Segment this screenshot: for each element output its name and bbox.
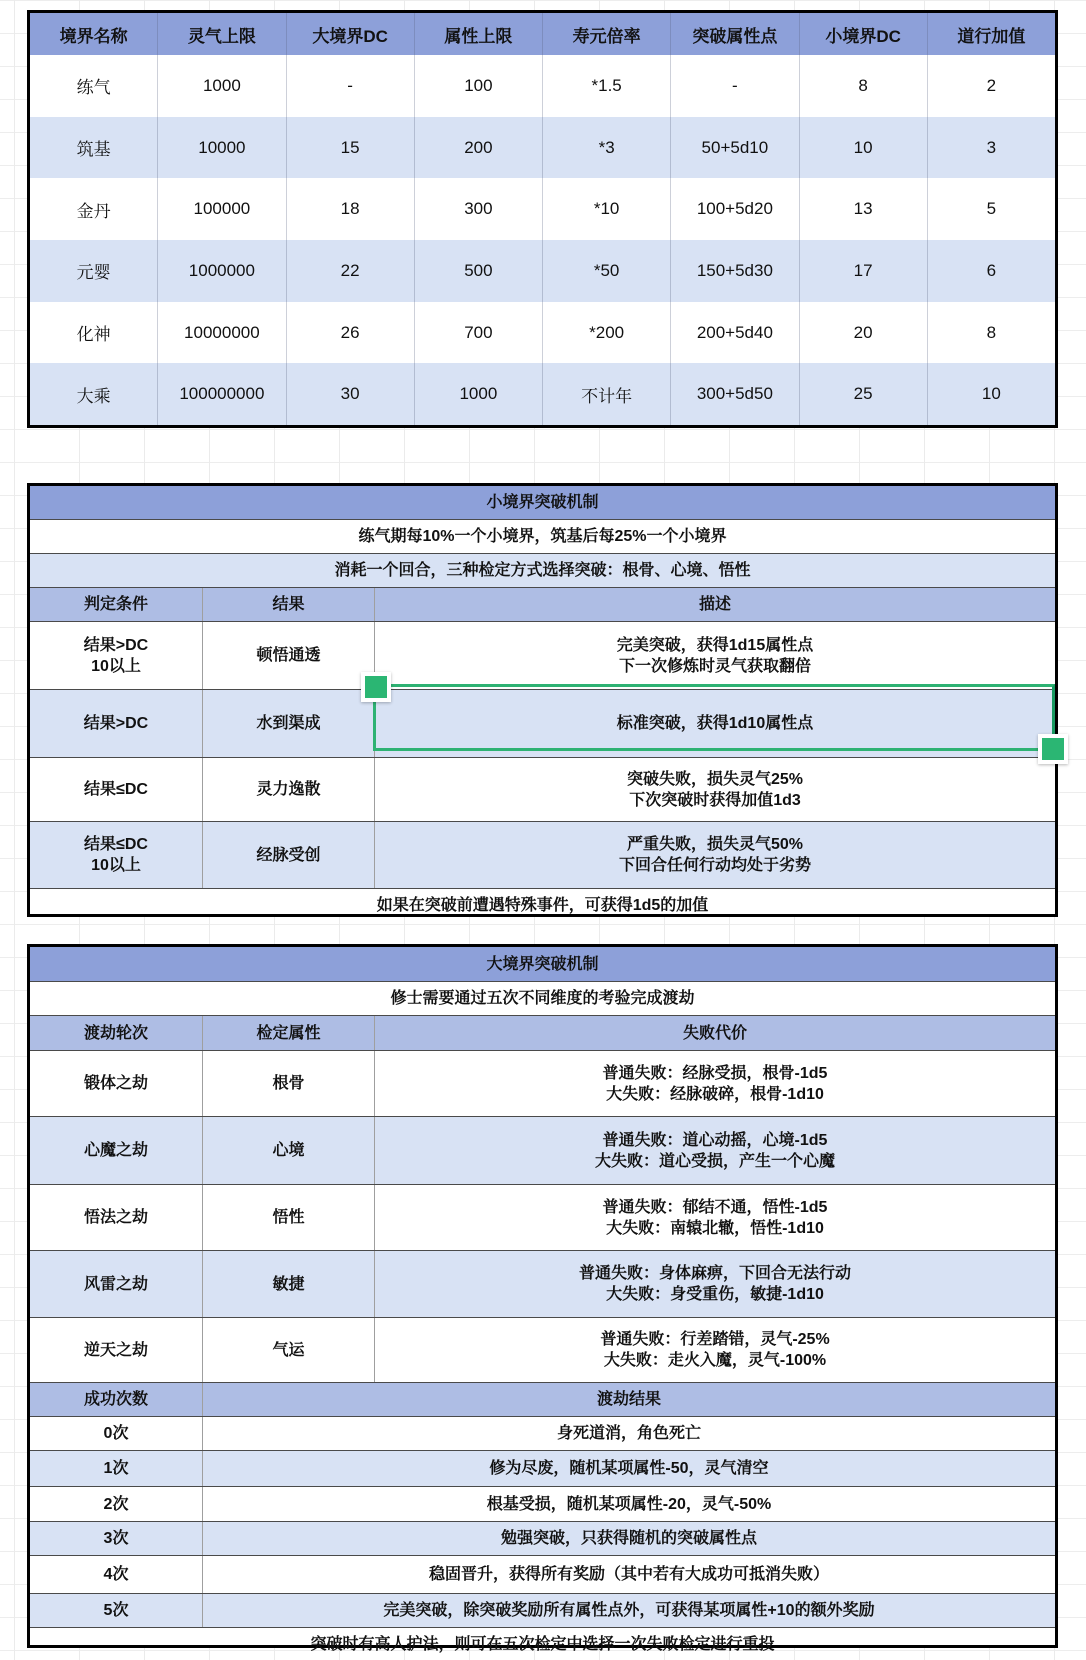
condition-line: 10以上 bbox=[91, 857, 141, 874]
realm-row bbox=[30, 178, 1055, 240]
condition-line: 结果≤DC bbox=[84, 836, 148, 853]
realm-table bbox=[27, 10, 1058, 428]
realm-cell[interactable]: 17 bbox=[799, 240, 927, 302]
realm-cell[interactable]: 25 bbox=[799, 363, 927, 425]
success-count-cell[interactable]: 1次 bbox=[103, 1460, 129, 1477]
judge-header-cell[interactable]: 判定条件 bbox=[83, 596, 148, 613]
trial-cost-cell[interactable] bbox=[374, 1185, 1055, 1250]
realm-cell[interactable]: 1000000 bbox=[157, 240, 285, 302]
realm-row bbox=[30, 55, 1055, 117]
trial-attr-cell[interactable]: 悟性 bbox=[202, 1185, 374, 1250]
realm-cell[interactable]: 1000 bbox=[157, 55, 285, 117]
realm-cell[interactable]: 化神 bbox=[76, 325, 111, 345]
major-note[interactable]: 修士需要通过五次不同维度的考验完成渡劫 bbox=[390, 990, 695, 1007]
realm-row bbox=[30, 363, 1055, 425]
trial-attr-cell[interactable]: 心境 bbox=[202, 1117, 374, 1184]
realm-cell[interactable]: 6 bbox=[927, 240, 1055, 302]
realm-cell[interactable]: 300+5d50 bbox=[670, 363, 798, 425]
realm-cell[interactable]: 500 bbox=[414, 240, 542, 302]
realm-header-cell[interactable]: 灵气上限 bbox=[157, 13, 285, 55]
minor-footer[interactable]: 如果在突破前遭遇特殊事件，可获得1d5的加值 bbox=[376, 897, 709, 914]
realm-cell[interactable]: 元婴 bbox=[76, 263, 111, 283]
condition-line: 10以上 bbox=[91, 657, 141, 675]
major-breakthrough-table bbox=[27, 944, 1058, 1653]
cost-line: 普通失败：道心动摇，心境-1d5 bbox=[602, 1131, 828, 1149]
trial-cost-cell[interactable] bbox=[374, 1318, 1055, 1382]
realm-cell[interactable]: 100 bbox=[414, 55, 542, 117]
trial-round-cell[interactable]: 悟法之劫 bbox=[83, 1209, 148, 1226]
success-header-cell[interactable]: 成功次数 bbox=[83, 1391, 148, 1408]
minor-note-row bbox=[30, 519, 1055, 553]
result-cell[interactable]: 顿悟通透 bbox=[202, 622, 374, 689]
success-count-cell[interactable]: 2次 bbox=[103, 1495, 129, 1513]
trial-header-row bbox=[30, 1015, 1055, 1050]
desc-line: 下回合任何行动均处于劣势 bbox=[618, 857, 811, 874]
major-footer-row bbox=[30, 1627, 1055, 1660]
realm-cell[interactable]: 筑基 bbox=[76, 140, 111, 159]
desc-line: 标准突破，获得1d10属性点 bbox=[616, 715, 814, 732]
trial-header-cell[interactable]: 失败代价 bbox=[374, 1016, 1055, 1050]
result-cell[interactable]: 经脉受创 bbox=[202, 822, 374, 888]
realm-cell[interactable]: 10000 bbox=[157, 117, 285, 179]
trial-header-cell[interactable]: 检定属性 bbox=[202, 1016, 374, 1050]
trial-row bbox=[30, 1250, 1055, 1317]
success-result-cell[interactable]: 修为尽废，随机某项属性-50，灵气清空 bbox=[202, 1451, 1055, 1486]
realm-cell[interactable]: 30 bbox=[286, 363, 414, 425]
condition-line: 结果≤DC bbox=[84, 781, 148, 798]
desc-line: 突破失败，损失灵气25% bbox=[626, 770, 804, 788]
trial-round-cell[interactable]: 逆天之劫 bbox=[83, 1341, 148, 1359]
realm-cell[interactable]: 5 bbox=[927, 178, 1055, 240]
trial-header-cell[interactable]: 渡劫轮次 bbox=[83, 1024, 148, 1042]
desc-line: 下次突破时获得加值1d3 bbox=[629, 791, 801, 809]
realm-header-cell[interactable]: 大境界DC bbox=[286, 13, 414, 55]
realm-cell[interactable]: 8 bbox=[927, 302, 1055, 364]
major-title-row bbox=[30, 947, 1055, 981]
desc-cell[interactable] bbox=[374, 822, 1055, 888]
minor-row bbox=[30, 821, 1055, 888]
minor-footer-row bbox=[30, 888, 1055, 922]
desc-line: 完美突破，获得1d15属性点 bbox=[616, 636, 814, 654]
minor-judge-header-row bbox=[30, 587, 1055, 621]
realm-cell[interactable]: 8 bbox=[799, 55, 927, 117]
realm-cell[interactable]: 10000000 bbox=[157, 302, 285, 364]
cost-line: 普通失败：经脉受损，根骨-1d5 bbox=[602, 1064, 828, 1082]
success-result-cell[interactable]: 稳固晋升，获得所有奖励（其中若有大成功可抵消失败） bbox=[202, 1556, 1055, 1593]
trial-round-cell[interactable]: 风雷之劫 bbox=[83, 1275, 148, 1293]
realm-cell[interactable]: 1000 bbox=[414, 363, 542, 425]
realm-cell[interactable]: 10 bbox=[927, 363, 1055, 425]
realm-header-cell[interactable]: 突破属性点 bbox=[670, 13, 798, 55]
selection-handle-bottom-right[interactable] bbox=[1038, 734, 1068, 764]
realm-cell[interactable]: 3 bbox=[927, 117, 1055, 179]
minor-breakthrough-table bbox=[27, 483, 1058, 917]
cost-line: 大失败：南辕北辙，悟性-1d10 bbox=[606, 1219, 824, 1237]
realm-cell[interactable]: 150+5d30 bbox=[670, 240, 798, 302]
success-count-cell[interactable]: 5次 bbox=[103, 1602, 129, 1619]
success-row bbox=[30, 1555, 1055, 1593]
minor-title-row bbox=[30, 486, 1055, 519]
realm-cell[interactable]: *3 bbox=[542, 117, 670, 179]
realm-cell[interactable]: 100000 bbox=[157, 178, 285, 240]
desc-cell[interactable] bbox=[374, 758, 1055, 821]
realm-header-cell[interactable]: 小境界DC bbox=[799, 13, 927, 55]
cost-line: 大失败：走火入魔，灵气-100% bbox=[603, 1352, 827, 1369]
judge-header-cell[interactable]: 描述 bbox=[374, 588, 1055, 621]
realm-row bbox=[30, 302, 1055, 364]
condition-line: 结果>DC bbox=[83, 715, 149, 732]
trial-attr-cell[interactable]: 根骨 bbox=[202, 1051, 374, 1116]
condition-cell[interactable] bbox=[30, 758, 202, 821]
minor-row bbox=[30, 757, 1055, 821]
result-cell[interactable]: 水到渠成 bbox=[202, 690, 374, 757]
minor-note-row bbox=[30, 553, 1055, 587]
cost-line: 普通失败：郁结不通，悟性-1d5 bbox=[602, 1198, 828, 1216]
realm-header-cell[interactable]: 道行加值 bbox=[927, 13, 1055, 55]
desc-line: 严重失败，损失灵气50% bbox=[626, 836, 804, 853]
realm-cell[interactable]: 300 bbox=[414, 178, 542, 240]
condition-line: 结果>DC bbox=[83, 636, 149, 654]
cost-line: 大失败：道心受损，产生一个心魔 bbox=[594, 1152, 835, 1170]
realm-cell[interactable]: 不计年 bbox=[542, 363, 670, 425]
condition-cell[interactable] bbox=[30, 822, 202, 888]
realm-cell[interactable]: 200+5d40 bbox=[670, 302, 798, 364]
trial-cost-cell[interactable] bbox=[374, 1051, 1055, 1116]
realm-header-cell[interactable]: 属性上限 bbox=[414, 13, 542, 55]
minor-table-title[interactable]: 小境界突破机制 bbox=[486, 494, 599, 511]
minor-note[interactable]: 练气期每10%一个小境界，筑基后每25%一个小境界 bbox=[358, 528, 727, 545]
realm-cell[interactable]: 金丹 bbox=[76, 201, 111, 221]
realm-cell[interactable]: *200 bbox=[542, 302, 670, 364]
success-row bbox=[30, 1416, 1055, 1450]
success-header-row bbox=[30, 1382, 1055, 1416]
judge-header-cell[interactable]: 结果 bbox=[202, 588, 374, 621]
trial-cost-cell[interactable] bbox=[374, 1117, 1055, 1184]
realm-cell[interactable]: *10 bbox=[542, 178, 670, 240]
desc-cell-selected[interactable] bbox=[374, 690, 1055, 757]
desc-cell[interactable] bbox=[374, 622, 1055, 689]
minor-row-selected bbox=[30, 689, 1055, 757]
realm-header-row bbox=[30, 13, 1055, 55]
success-result-cell[interactable]: 勉强突破，只获得随机的突破属性点 bbox=[202, 1522, 1055, 1555]
success-row bbox=[30, 1450, 1055, 1486]
minor-note[interactable]: 消耗一个回合，三种检定方式选择突破：根骨、心境、悟性 bbox=[334, 562, 751, 579]
realm-cell[interactable]: 10 bbox=[799, 117, 927, 179]
result-cell[interactable]: 灵力逸散 bbox=[202, 758, 374, 821]
trial-round-cell[interactable]: 锻体之劫 bbox=[83, 1075, 148, 1092]
success-result-cell[interactable]: 身死道消，角色死亡 bbox=[202, 1417, 1055, 1450]
minor-row bbox=[30, 621, 1055, 689]
realm-cell[interactable]: 2 bbox=[927, 55, 1055, 117]
cost-line: 普通失败：身体麻痹，下回合无法行动 bbox=[578, 1265, 851, 1282]
realm-cell[interactable]: 15 bbox=[286, 117, 414, 179]
realm-header-cell[interactable]: 寿元倍率 bbox=[542, 13, 670, 55]
trial-row bbox=[30, 1116, 1055, 1184]
success-row bbox=[30, 1486, 1055, 1521]
realm-cell[interactable]: 22 bbox=[286, 240, 414, 302]
trial-cost-cell[interactable] bbox=[374, 1251, 1055, 1317]
success-count-cell[interactable]: 3次 bbox=[103, 1530, 129, 1547]
realm-cell[interactable]: 100000000 bbox=[157, 363, 285, 425]
realm-cell[interactable]: 26 bbox=[286, 302, 414, 364]
realm-cell[interactable]: 13 bbox=[799, 178, 927, 240]
success-count-cell[interactable]: 0次 bbox=[103, 1425, 129, 1442]
realm-cell[interactable]: - bbox=[286, 55, 414, 117]
realm-cell[interactable]: - bbox=[670, 55, 798, 117]
success-row bbox=[30, 1521, 1055, 1555]
realm-row bbox=[30, 240, 1055, 302]
success-row bbox=[30, 1593, 1055, 1627]
trial-row bbox=[30, 1184, 1055, 1250]
trial-round-cell[interactable]: 心魔之劫 bbox=[83, 1142, 148, 1159]
cost-line: 大失败：身受重伤，敏捷-1d10 bbox=[606, 1286, 824, 1303]
realm-cell[interactable]: 700 bbox=[414, 302, 542, 364]
cost-line: 普通失败：行差踏错，灵气-25% bbox=[600, 1331, 830, 1348]
selection-handle-top-left[interactable] bbox=[361, 672, 391, 702]
condition-cell[interactable] bbox=[30, 690, 202, 757]
realm-row bbox=[30, 117, 1055, 179]
success-count-cell[interactable]: 4次 bbox=[103, 1566, 129, 1583]
cost-line: 大失败：经脉破碎，根骨-1d10 bbox=[606, 1085, 824, 1103]
success-result-cell[interactable]: 完美突破，除突破奖励所有属性点外，可获得某项属性+10的额外奖励 bbox=[202, 1594, 1055, 1627]
trial-attr-cell[interactable]: 气运 bbox=[202, 1318, 374, 1382]
trial-row bbox=[30, 1317, 1055, 1382]
realm-cell[interactable]: *1.5 bbox=[542, 55, 670, 117]
realm-cell[interactable]: 20 bbox=[799, 302, 927, 364]
success-header-cell[interactable]: 渡劫结果 bbox=[202, 1383, 1055, 1416]
realm-header-cell[interactable]: 境界名称 bbox=[59, 26, 128, 46]
major-footer[interactable]: 突破时有高人护法，则可在五次检定中选择一次失败检定进行重投 bbox=[310, 1635, 775, 1653]
realm-cell[interactable]: 50+5d10 bbox=[670, 117, 798, 179]
condition-cell[interactable] bbox=[30, 622, 202, 689]
realm-cell[interactable]: 练气 bbox=[76, 78, 111, 98]
major-table-title[interactable]: 大境界突破机制 bbox=[486, 955, 599, 973]
realm-cell[interactable]: 大乘 bbox=[76, 386, 111, 406]
desc-line: 下一次修炼时灵气获取翻倍 bbox=[618, 657, 811, 675]
trial-attr-cell[interactable]: 敏捷 bbox=[202, 1251, 374, 1317]
success-result-cell[interactable]: 根基受损，随机某项属性-20，灵气-50% bbox=[202, 1487, 1055, 1521]
realm-cell[interactable]: *50 bbox=[542, 240, 670, 302]
realm-cell[interactable]: 100+5d20 bbox=[670, 178, 798, 240]
realm-cell[interactable]: 200 bbox=[414, 117, 542, 179]
major-note-row bbox=[30, 981, 1055, 1015]
realm-cell[interactable]: 18 bbox=[286, 178, 414, 240]
trial-row bbox=[30, 1050, 1055, 1116]
